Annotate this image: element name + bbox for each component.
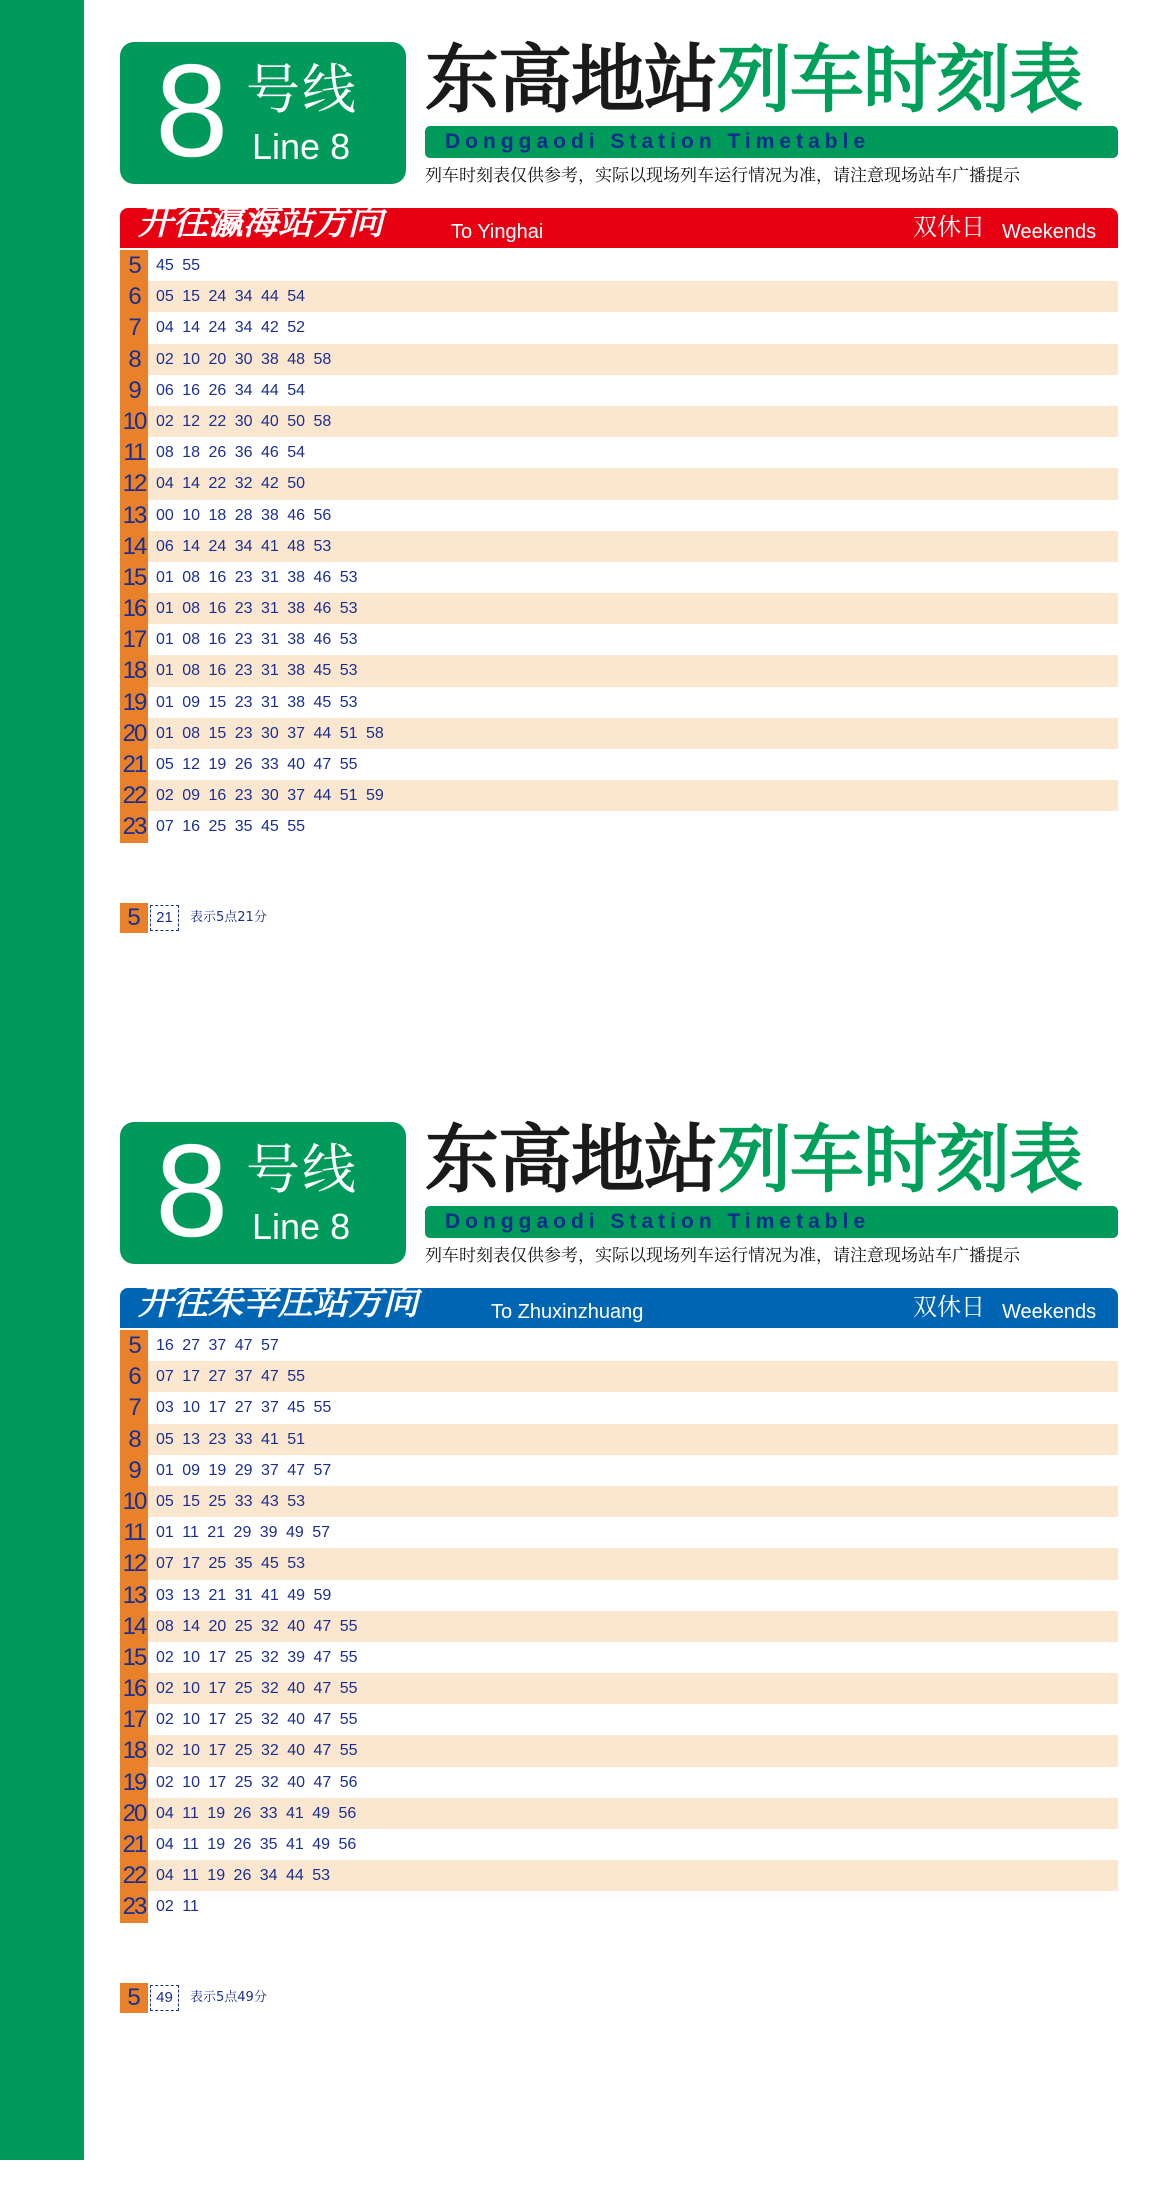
table-row xyxy=(120,687,1118,718)
title-en-bar: Donggaodi Station Timetable xyxy=(425,1206,1118,1238)
table-row xyxy=(120,1580,1118,1611)
hour-cell: 19 xyxy=(120,687,148,718)
table-row xyxy=(120,1860,1118,1891)
table-row xyxy=(120,562,1118,593)
minutes-cell: 06 16 26 34 44 54 xyxy=(156,381,306,399)
hour-cell: 21 xyxy=(120,749,148,780)
hour-cell: 15 xyxy=(120,562,148,593)
hour-cell: 13 xyxy=(120,500,148,531)
hour-cell: 5 xyxy=(120,1330,148,1361)
minutes-cell: 02 10 17 25 32 40 47 55 xyxy=(156,1711,358,1729)
minutes-cell: 02 12 22 30 40 50 58 xyxy=(156,412,332,430)
table-row xyxy=(120,531,1118,562)
minutes-cell: 07 17 27 37 47 55 xyxy=(156,1368,306,1386)
hour-cell: 7 xyxy=(120,312,148,343)
table-row xyxy=(120,1704,1118,1735)
table-row xyxy=(120,468,1118,499)
legend-text: 表示5点21分 xyxy=(190,910,267,925)
hour-cell: 9 xyxy=(120,375,148,406)
minutes-cell: 05 15 25 33 43 53 xyxy=(156,1492,306,1510)
direction-cn: 开往瀛海站方向 xyxy=(138,203,384,243)
minutes-cell: 02 10 17 25 32 40 47 56 xyxy=(156,1773,358,1791)
hour-cell: 14 xyxy=(120,531,148,562)
table-row xyxy=(120,780,1118,811)
table-row xyxy=(120,281,1118,312)
table-row xyxy=(120,624,1118,655)
hour-cell: 22 xyxy=(120,780,148,811)
hour-cell: 10 xyxy=(120,406,148,437)
hour-cell: 16 xyxy=(120,593,148,624)
table-row xyxy=(120,1424,1118,1455)
station-name: 东高地站 xyxy=(425,37,717,123)
table-row xyxy=(120,749,1118,780)
page-title xyxy=(425,1117,1082,1203)
hour-cell: 17 xyxy=(120,624,148,655)
table-row xyxy=(120,375,1118,406)
legend-minute: 21 xyxy=(150,905,179,931)
table-row xyxy=(120,1548,1118,1579)
timetable-rows xyxy=(120,250,1118,843)
minutes-cell: 02 10 20 30 38 48 58 xyxy=(156,350,332,368)
minutes-cell: 04 14 22 32 42 50 xyxy=(156,475,306,493)
hour-cell: 9 xyxy=(120,1455,148,1486)
table-row xyxy=(120,1455,1118,1486)
hour-cell: 18 xyxy=(120,655,148,686)
minutes-cell: 05 15 24 34 44 54 xyxy=(156,288,306,306)
title-en-bar: Donggaodi Station Timetable xyxy=(425,126,1118,158)
minutes-cell: 01 08 15 23 30 37 44 51 58 xyxy=(156,724,384,742)
line-number: 8 xyxy=(155,37,229,184)
table-row xyxy=(120,1767,1118,1798)
minutes-cell: 02 10 17 25 32 40 47 55 xyxy=(156,1742,358,1760)
day-type-en: Weekends xyxy=(1002,1301,1097,1323)
minutes-cell: 02 10 17 25 32 39 47 55 xyxy=(156,1648,358,1666)
hour-cell: 17 xyxy=(120,1704,148,1735)
hour-cell: 12 xyxy=(120,1548,148,1579)
minutes-cell: 03 10 17 27 37 45 55 xyxy=(156,1399,332,1417)
table-row xyxy=(120,811,1118,842)
hour-cell: 13 xyxy=(120,1580,148,1611)
minutes-cell: 01 08 16 23 31 38 46 53 xyxy=(156,600,358,618)
minutes-cell: 01 08 16 23 31 38 46 53 xyxy=(156,631,358,649)
table-row xyxy=(120,1735,1118,1766)
minutes-cell: 00 10 18 28 38 46 56 xyxy=(156,506,332,524)
hour-cell: 18 xyxy=(120,1735,148,1766)
minutes-cell: 01 09 19 29 37 47 57 xyxy=(156,1461,332,1479)
hour-cell: 8 xyxy=(120,1424,148,1455)
minutes-cell: 03 13 21 31 41 49 59 xyxy=(156,1586,332,1604)
table-row xyxy=(120,718,1118,749)
table-row xyxy=(120,1673,1118,1704)
legend-hour: 5 xyxy=(120,1983,148,2013)
hour-cell: 20 xyxy=(120,1798,148,1829)
line-number: 8 xyxy=(155,1117,229,1264)
table-row xyxy=(120,1517,1118,1548)
table-row xyxy=(120,1642,1118,1673)
table-row xyxy=(120,655,1118,686)
hour-cell: 8 xyxy=(120,344,148,375)
table-row xyxy=(120,1798,1118,1829)
minutes-cell: 01 11 21 29 39 49 57 xyxy=(156,1524,331,1542)
table-row xyxy=(120,593,1118,624)
table-row xyxy=(120,344,1118,375)
table-row xyxy=(120,1392,1118,1423)
hour-cell: 12 xyxy=(120,468,148,499)
hour-cell: 10 xyxy=(120,1486,148,1517)
minutes-cell: 08 18 26 36 46 54 xyxy=(156,444,306,462)
minutes-cell: 01 09 15 23 31 38 45 53 xyxy=(156,693,358,711)
hour-cell: 20 xyxy=(120,718,148,749)
minutes-cell: 05 13 23 33 41 51 xyxy=(156,1430,306,1448)
day-type-cn: 双休日 xyxy=(913,1293,985,1321)
hour-cell: 5 xyxy=(120,250,148,281)
timetable-label: 列车时刻表 xyxy=(717,1117,1082,1203)
table-row xyxy=(120,1891,1118,1922)
legend-minute: 49 xyxy=(150,1985,179,2011)
minutes-cell: 05 12 19 26 33 40 47 55 xyxy=(156,756,358,773)
timetable-panel-zhuxinzhuang xyxy=(120,1117,1118,2200)
direction-cn: 开往朱辛庄站方向 xyxy=(138,1283,419,1323)
timetable-panel-yinghai xyxy=(120,37,1118,1120)
direction-en: To Yinghai xyxy=(451,221,544,243)
table-row xyxy=(120,1829,1118,1860)
hour-cell: 14 xyxy=(120,1611,148,1642)
table-row xyxy=(120,250,1118,281)
table-row xyxy=(120,406,1118,437)
line-label-en: Line 8 xyxy=(252,126,351,167)
minutes-cell: 04 11 19 26 35 41 49 56 xyxy=(156,1836,357,1853)
direction-header xyxy=(120,203,1118,248)
hour-cell: 23 xyxy=(120,811,148,842)
hour-cell: 21 xyxy=(120,1829,148,1860)
legend-hour: 5 xyxy=(120,903,148,933)
day-type-en: Weekends xyxy=(1002,221,1097,243)
hour-cell: 6 xyxy=(120,1361,148,1392)
minutes-cell: 02 10 17 25 32 40 47 55 xyxy=(156,1680,358,1698)
hour-cell: 11 xyxy=(120,1517,148,1548)
table-row xyxy=(120,312,1118,343)
minutes-cell: 01 08 16 23 31 38 46 53 xyxy=(156,568,358,586)
direction-en: To Zhuxinzhuang xyxy=(491,1301,644,1323)
minutes-cell: 04 11 19 26 33 41 49 56 xyxy=(156,1804,357,1822)
line-badge xyxy=(120,37,406,184)
left-green-stripe xyxy=(0,0,84,2160)
legend-text: 表示5点49分 xyxy=(190,1990,267,2005)
hour-cell: 23 xyxy=(120,1891,148,1922)
hour-cell: 16 xyxy=(120,1673,148,1704)
line-label-en: Line 8 xyxy=(252,1206,351,1247)
table-row xyxy=(120,1361,1118,1392)
minutes-cell: 01 08 16 23 31 38 45 53 xyxy=(156,662,358,680)
line-badge xyxy=(120,1117,406,1264)
hour-cell: 19 xyxy=(120,1767,148,1798)
table-row xyxy=(120,1330,1118,1361)
hour-cell: 11 xyxy=(120,437,148,468)
timetable-rows xyxy=(120,1330,1118,1923)
direction-header xyxy=(120,1283,1118,1328)
hour-cell: 7 xyxy=(120,1392,148,1423)
minutes-cell: 45 55 xyxy=(156,257,201,274)
hour-cell: 22 xyxy=(120,1860,148,1891)
table-row xyxy=(120,1611,1118,1642)
hour-cell: 6 xyxy=(120,281,148,312)
minutes-cell: 16 27 37 47 57 xyxy=(156,1337,279,1354)
line-label-cn: 号线 xyxy=(246,58,358,121)
station-name: 东高地站 xyxy=(425,1117,717,1203)
notice-text: 列车时刻表仅供参考，实际以现场列车运行情况为准，请注意现场站车广播提示 xyxy=(425,1246,1020,1266)
minutes-cell: 02 09 16 23 30 37 44 51 59 xyxy=(156,787,384,805)
minutes-cell: 08 14 20 25 32 40 47 55 xyxy=(156,1617,358,1635)
hour-cell: 15 xyxy=(120,1642,148,1673)
day-type-cn: 双休日 xyxy=(913,213,985,241)
table-row xyxy=(120,500,1118,531)
timetable-label: 列车时刻表 xyxy=(717,37,1082,123)
table-row xyxy=(120,1486,1118,1517)
minutes-cell: 07 16 25 35 45 55 xyxy=(156,818,306,836)
minutes-cell: 06 14 24 34 41 48 53 xyxy=(156,537,332,555)
notice-text: 列车时刻表仅供参考，实际以现场列车运行情况为准，请注意现场站车广播提示 xyxy=(425,166,1020,186)
minutes-cell: 04 11 19 26 34 44 53 xyxy=(156,1867,331,1885)
table-row xyxy=(120,437,1118,468)
minutes-cell: 02 11 xyxy=(156,1898,199,1916)
minutes-cell: 04 14 24 34 42 52 xyxy=(156,319,306,337)
minutes-cell: 07 17 25 35 45 53 xyxy=(156,1555,306,1573)
page-title xyxy=(425,37,1082,123)
line-label-cn: 号线 xyxy=(246,1138,358,1201)
